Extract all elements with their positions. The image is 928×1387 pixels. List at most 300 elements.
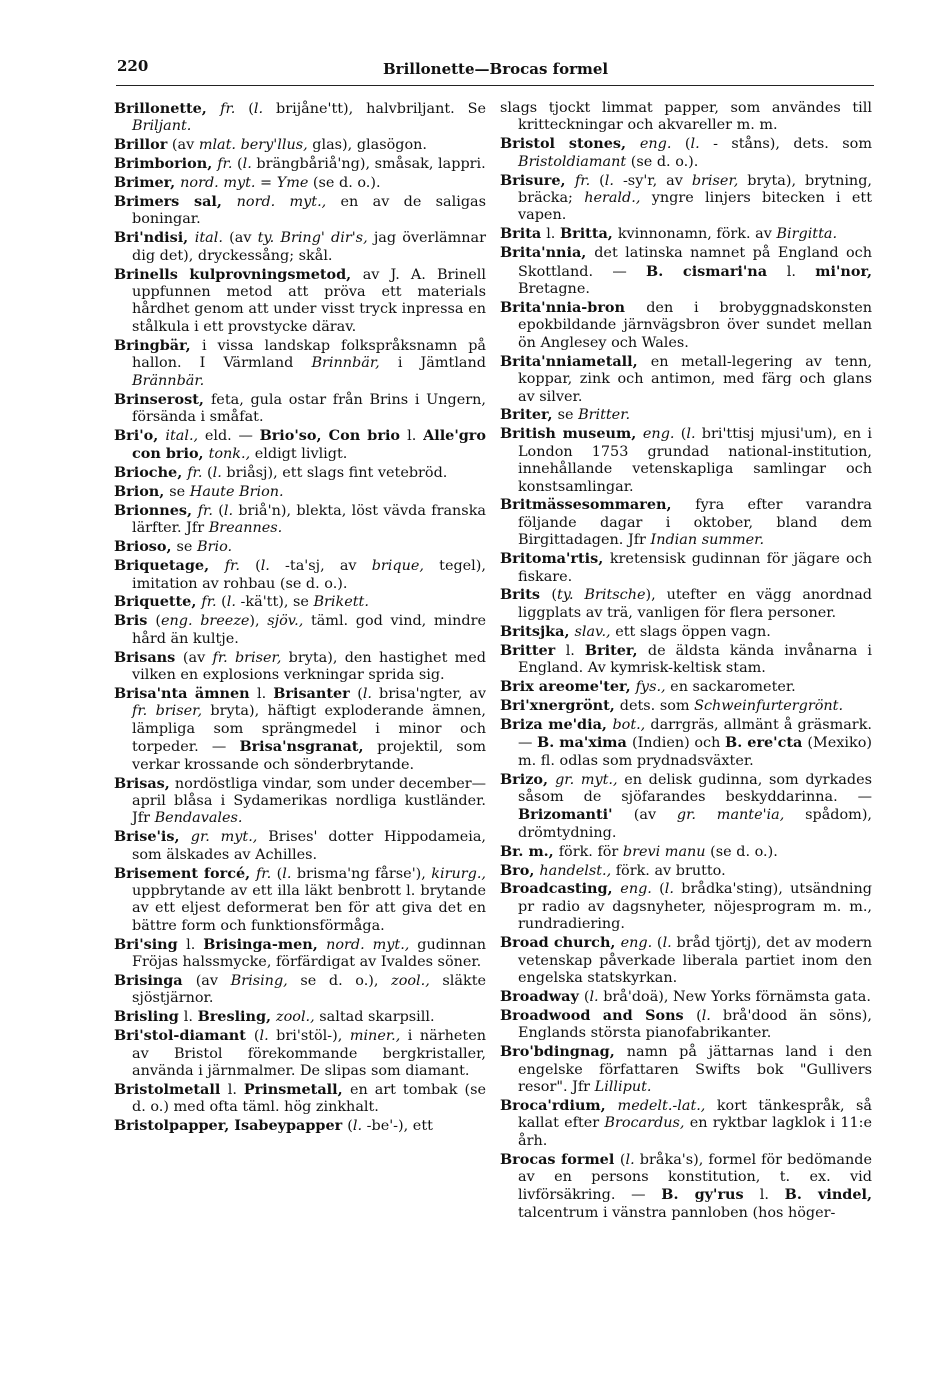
- entry-text: nordöstliga vindar, som under december—april blåsa i Sydamerikas nordliga kustländer. Jfr: [132, 775, 486, 827]
- entry-headword: Bristolpapper, Isabeypapper: [114, 1117, 348, 1135]
- dictionary-entry: [114, 936, 486, 972]
- entry-italic: Birgitta.: [776, 226, 838, 243]
- entry-text: (: [253, 1028, 260, 1045]
- entry-italic: ty. Britsche: [556, 587, 646, 604]
- entry-text: brå'dood än söns), Englands största pianofabrikanter.: [518, 1007, 872, 1042]
- entry-headword: Brita'nnia-bron: [500, 298, 647, 316]
- entry-text: brängbåriå'ng), småsak, lappri.: [251, 156, 486, 173]
- entry-text: den i brobyggnadskonsten epokbildande järnvägsbron över sundet mellan ön Anglesey och Wales.: [518, 299, 872, 351]
- entry-text: (: [619, 1151, 626, 1168]
- entry-headword: Brisas,: [114, 774, 175, 792]
- dictionary-entry: [114, 337, 486, 390]
- entry-headword: Brimborion,: [114, 155, 218, 173]
- dictionary-entry: [114, 1081, 486, 1117]
- dictionary-entry: [114, 649, 486, 685]
- dictionary-entry: [114, 775, 486, 828]
- entry-headword: Brimers sal,: [114, 193, 237, 211]
- entry-text: l.: [227, 1081, 244, 1098]
- entry-headword: Broadway: [500, 987, 584, 1005]
- entry-headword: Bresling,: [197, 1008, 277, 1026]
- entry-text: bri'stöl-),: [268, 1028, 350, 1045]
- entry-italic: fr.: [197, 502, 213, 519]
- entry-italic: Brännbär.: [132, 372, 205, 389]
- entry-headword: Bri'ndisi,: [114, 229, 195, 247]
- entry-italic: Haute Brion.: [189, 484, 284, 501]
- entry-text: Brises' dotter Hippodameia, som älskades av Achilles.: [132, 829, 486, 863]
- entry-headword: Brita'nniametall,: [500, 352, 651, 370]
- entry-text: l.: [257, 686, 274, 702]
- entry-italic: fr. briser,: [132, 703, 203, 720]
- entry-text: l.: [786, 263, 816, 280]
- entry-text: gudinnan Fröjas halssmycke, förfärdigat av Ivaldes söner.: [132, 936, 486, 971]
- entry-headword: Brisa'nsgranat,: [239, 738, 378, 756]
- entry-headword: Briza me'dia,: [500, 715, 613, 733]
- entry-italic: Brio.: [197, 539, 233, 556]
- entry-italic: brique,: [371, 558, 424, 575]
- dictionary-entry: [500, 135, 872, 171]
- entry-text: brisma'ng fårse'),: [291, 865, 432, 882]
- entry-text: -kä'tt), se: [235, 594, 314, 611]
- dictionary-entry: [500, 1043, 872, 1096]
- entry-text: Bretagne.: [518, 281, 590, 298]
- dictionary-entry: [500, 172, 872, 225]
- entry-text: en ryktbar lagklok i 11:e årh.: [518, 1115, 872, 1149]
- entry-italic: brevi manu: [622, 843, 706, 860]
- dictionary-entry: [500, 586, 872, 622]
- entry-text: (av: [222, 230, 258, 247]
- entry-text: saltad skarpsill.: [314, 1009, 435, 1026]
- entry-headword: Bri'o,: [114, 426, 166, 444]
- entry-headword: B. ma'xima: [537, 734, 632, 752]
- entry-headword: Britta,: [559, 225, 618, 243]
- entry-text: l.: [546, 226, 560, 243]
- dictionary-entry: [114, 1008, 486, 1026]
- dictionary-entry: [114, 538, 486, 556]
- entry-text: se: [169, 484, 190, 501]
- entry-headword: Britmässesommaren,: [500, 496, 696, 514]
- entry-headword: Britoma'rtis,: [500, 550, 610, 568]
- entry-italic: Brinnbär,: [311, 355, 380, 372]
- entry-text: (: [590, 172, 605, 189]
- entry-text: l.: [186, 936, 204, 953]
- entry-text: -sy'r, av: [613, 172, 692, 189]
- entry-text: (av: [182, 649, 213, 666]
- entry-headword: mi'nor,: [815, 262, 872, 280]
- entry-headword: Brio'so, Con brio: [259, 426, 408, 444]
- dictionary-entry: [500, 1097, 872, 1150]
- entry-text: briå'n), blekta, löst vävda franska lärfter. Jfr: [132, 502, 486, 537]
- dictionary-entry: [500, 843, 872, 861]
- entry-headword: Bri'stol-diamant: [114, 1027, 254, 1045]
- entry-italic: ty. Bring' dir's,: [257, 230, 368, 247]
- entry-text: förk. av brutto.: [611, 862, 726, 879]
- entry-italic: Lilliput.: [594, 1078, 652, 1095]
- running-head: Brillonette—Brocas formel: [383, 60, 609, 78]
- entry-headword: Brisure,: [500, 171, 575, 189]
- dictionary-entry: [500, 1151, 872, 1223]
- entry-italic: l.: [664, 881, 674, 898]
- left-column: [114, 100, 486, 1136]
- entry-headword: Brita'nnia,: [500, 244, 595, 262]
- entry-text: kort tänkespråk, så kallat efter: [518, 1097, 872, 1132]
- entry-text: förk. för: [558, 843, 623, 860]
- entry-headword: Brimer,: [114, 174, 181, 192]
- entry-italic: herald.,: [584, 190, 641, 207]
- dictionary-entry: [114, 972, 486, 1008]
- entry-text: (: [652, 935, 663, 952]
- entry-italic: zool.,: [391, 973, 430, 989]
- entry-text: (: [651, 881, 665, 898]
- entry-text: slags tjockt limmat papper, som användes till kritteckningar och akvareller m. m.: [500, 100, 872, 134]
- dictionary-entry: [500, 353, 872, 406]
- entry-italic: Briljant.: [132, 118, 192, 135]
- entry-italic: Bristoldiamant: [518, 153, 627, 170]
- entry-headword: Brits: [500, 586, 552, 604]
- entry-italic: gr. myt.,: [555, 771, 618, 788]
- dictionary-entry: [500, 880, 872, 933]
- entry-text: (: [696, 1007, 702, 1024]
- entry-headword: Brizomanti': [518, 806, 634, 824]
- entry-headword: Brioso,: [114, 538, 177, 556]
- entry-text: kvinnonamn, förk. av: [617, 226, 777, 243]
- entry-text: talcentrum i vänstra pannloben (hos höger-: [518, 1204, 836, 1221]
- entry-text: spådom), drömtydning.: [518, 807, 873, 841]
- entry-headword: Brizo,: [500, 770, 556, 788]
- entry-text: (: [155, 613, 161, 630]
- entry-text: (: [347, 1118, 353, 1135]
- entry-text: brå'doä), New Yorks förnämsta gata.: [598, 988, 871, 1005]
- entry-headword: Brisinga-men,: [203, 935, 327, 953]
- entry-italic: Indian summer.: [650, 532, 765, 549]
- dictionary-entry: [500, 100, 872, 135]
- entry-italic: fr.: [217, 156, 233, 173]
- entry-italic: fr.: [255, 865, 272, 882]
- entry-text: =: [255, 175, 277, 192]
- entry-text: (: [202, 465, 213, 482]
- entry-headword: Brisement forcé,: [114, 864, 256, 882]
- entry-headword: Br. m.,: [500, 842, 559, 860]
- entry-headword: Britter: [500, 641, 566, 659]
- entry-italic: eng.: [639, 136, 672, 153]
- entry-text: (: [271, 865, 283, 882]
- entry-headword: Brion,: [114, 483, 170, 501]
- entry-text: se: [557, 407, 579, 424]
- entry-text: en art tombak (se d. o.) med ofta täml. hög zinkhalt.: [132, 1081, 486, 1116]
- entry-italic: l.: [625, 1151, 635, 1168]
- entry-headword: Brioche,: [114, 464, 188, 482]
- dictionary-entry: [114, 136, 486, 154]
- dictionary-entry: [500, 550, 872, 586]
- entry-text: (: [674, 426, 687, 443]
- entry-text: släkte sjöstjärnor.: [132, 973, 486, 1007]
- dictionary-entry: [114, 865, 486, 936]
- entry-italic: medelt.-lat.,: [617, 1097, 706, 1114]
- dictionary-entry: [114, 502, 486, 538]
- dictionary-entry: [114, 174, 486, 192]
- entry-italic: Bendavales.: [154, 810, 243, 827]
- entry-italic: fr.: [201, 594, 217, 611]
- entry-italic: Breannes.: [208, 520, 283, 537]
- entry-headword: Briter,: [584, 641, 648, 659]
- dictionary-entry: [500, 988, 872, 1006]
- entry-italic: sjöv.,: [267, 613, 304, 630]
- entry-italic: l.: [226, 594, 236, 611]
- dictionary-entry: [500, 934, 872, 987]
- entry-headword: Briquette,: [114, 593, 202, 611]
- entry-text: bryta), brytning, bräcka;: [518, 172, 872, 207]
- entry-headword: Broad church,: [500, 934, 621, 952]
- dictionary-entry: [114, 1027, 486, 1080]
- entry-headword: Brionnes,: [114, 501, 198, 519]
- entry-text: ),: [249, 613, 268, 630]
- entry-headword: Brinells kulprovningsmetod,: [114, 265, 363, 283]
- entry-italic: eng.: [642, 426, 675, 443]
- entry-headword: Broadwood and Sons: [500, 1006, 697, 1024]
- dictionary-entry: [500, 299, 872, 352]
- dictionary-entry: [114, 685, 486, 774]
- dictionary-entry: [114, 100, 486, 136]
- entry-headword: British museum,: [500, 425, 643, 443]
- dictionary-entry: [114, 193, 486, 229]
- entry-text: (av: [195, 973, 231, 989]
- entry-text: i närheten av Bristol förekommande bergkristaller, använda i järnmalmer. De slipas som diamant.: [132, 1028, 486, 1080]
- entry-text: (: [212, 502, 224, 519]
- entry-headword: Brisans: [114, 648, 183, 666]
- entry-text: se d. o.),: [287, 973, 392, 989]
- entry-headword: B. cismari'na: [646, 262, 787, 280]
- entry-headword: Bri'xnergrönt,: [500, 696, 620, 714]
- entry-text: fyra efter varandra följande dagar i oktober, bland dem Birgittadagen. Jfr: [518, 497, 872, 549]
- entry-text: täml. god vind, mindre hård än kultje.: [132, 613, 486, 647]
- entry-text: en av de saligas boningar.: [132, 194, 486, 228]
- entry-text: i vissa landskap folkspråksnamn på hallon. I Värmland: [132, 337, 486, 372]
- entry-text: en delisk gudinna, som dyrkades såsom de sjöfarandes beskyddarinna. —: [518, 771, 872, 805]
- entry-headword: Briquetage,: [114, 557, 225, 575]
- entry-italic: fr.: [224, 558, 240, 575]
- dictionary-entry: [500, 496, 872, 549]
- entry-headword: Brisling: [114, 1008, 184, 1026]
- entry-italic: fr.: [574, 172, 591, 189]
- dictionary-entry: [500, 716, 872, 770]
- dictionary-entry: [114, 464, 486, 482]
- entry-text: darrgräs, allmänt å gräsmark. —: [518, 716, 872, 752]
- entry-headword: Alle'gro con brio,: [132, 426, 486, 463]
- entry-italic: l.: [282, 865, 292, 882]
- entry-italic: eng. breeze: [161, 613, 250, 630]
- entry-italic: kirurg.,: [431, 865, 486, 882]
- entry-text: brisa'ngter, av: [372, 686, 487, 702]
- dictionary-entry: [500, 425, 872, 496]
- entry-text: eldigt livligt.: [250, 446, 348, 463]
- entry-italic: l.: [260, 558, 270, 575]
- entry-text: bråd tjörtj), det av modern vetenskap påverkade liberala partiet inom den engelska statskyrkan.: [518, 935, 872, 986]
- entry-italic: nord. myt.: [180, 175, 256, 192]
- page-number: 220: [117, 57, 149, 75]
- dictionary-entry: [500, 771, 872, 843]
- entry-italic: gr. mante'ia,: [676, 807, 785, 824]
- entry-italic: fr.: [220, 101, 236, 117]
- dictionary-entry: [500, 678, 872, 696]
- entry-italic: briser,: [691, 172, 739, 189]
- entry-italic: zool.,: [276, 1009, 315, 1026]
- entry-italic: l.: [352, 1118, 363, 1135]
- entry-headword: Brita: [500, 225, 547, 243]
- entry-italic: handelst.,: [539, 862, 612, 879]
- entry-text: (: [583, 988, 590, 1005]
- dictionary-entry: [500, 642, 872, 678]
- entry-text: en sackarometer.: [665, 679, 796, 695]
- entry-text: eld. —: [198, 427, 260, 444]
- entry-italic: Brising,: [230, 973, 288, 989]
- dictionary-entry: [500, 244, 872, 298]
- entry-text: jag överlämnar dig det), dryckessång; skål.: [132, 230, 486, 264]
- entry-text: en metall-legering av tenn, koppar, zink och antimon, med färg och glans av silver.: [518, 353, 872, 405]
- entry-headword: Broadcasting,: [500, 880, 621, 898]
- entry-text: - ståns), dets. som: [699, 136, 872, 153]
- entry-text: kretensisk gudinnan för jägare och fiskare.: [518, 551, 873, 585]
- dictionary-entry: [114, 612, 486, 648]
- entry-text: feta, gula ostar från Brins i Ungern, försända i småfat.: [132, 391, 486, 425]
- entry-headword: Brillor: [114, 136, 168, 154]
- entry-text: brådka'sting), utsändning pr radio av dagsnyheter, nöjesprogram m. m., rundradiering.: [518, 881, 872, 933]
- entry-italic: l.: [701, 1007, 711, 1024]
- entry-text: (: [216, 594, 227, 611]
- entry-headword: Bristol stones,: [500, 135, 640, 153]
- entry-text: (: [239, 558, 261, 575]
- right-column: [500, 100, 872, 1223]
- entry-text: det latinska namnet på England och Skottland. —: [518, 245, 873, 280]
- entry-italic: tonk.,: [208, 446, 251, 463]
- entry-text: (av: [167, 137, 199, 154]
- entry-text: (: [551, 587, 557, 604]
- entry-text: ), utefter en vägg anordnad liggplats av trä, vanligen för flera personer.: [518, 587, 872, 621]
- entry-italic: l.: [223, 502, 234, 519]
- entry-italic: l.: [690, 136, 700, 153]
- entry-headword: Brise'is,: [114, 828, 191, 846]
- entry-italic: eng.: [620, 935, 653, 952]
- entry-text: (av: [633, 807, 677, 824]
- entry-italic: Yme: [276, 175, 309, 192]
- entry-headword: Britsjka,: [500, 622, 575, 640]
- entry-headword: Bringbär,: [114, 336, 203, 354]
- entry-headword: Brisinga: [114, 972, 196, 989]
- entry-italic: l.: [362, 686, 372, 702]
- entry-headword: B. gy'rus: [661, 1186, 760, 1204]
- entry-text: i Jämtland: [379, 355, 486, 372]
- dictionary-entry: [500, 406, 872, 424]
- dictionary-entry: [114, 483, 486, 501]
- entry-headword: Bri'sing: [114, 935, 187, 953]
- entry-text: bryta), den hastighet med vilken en explosions verkningar sprida sig.: [132, 649, 486, 684]
- entry-italic: eng.: [620, 881, 652, 898]
- dictionary-entry: [500, 225, 872, 243]
- dictionary-entry: [114, 155, 486, 173]
- entry-text: (Indien) och: [631, 735, 726, 752]
- entry-italic: Schweinfurtergrönt.: [694, 697, 844, 714]
- entry-italic: l.: [589, 988, 599, 1005]
- entry-italic: fr. briser,: [212, 649, 282, 666]
- dictionary-entry: [114, 1117, 486, 1135]
- entry-italic: l.: [604, 172, 614, 189]
- entry-text: briåsj), ett slags fint vetebröd.: [221, 465, 448, 482]
- entry-text: tegel), imitation av rohbau (se d. o.).: [132, 558, 486, 592]
- entry-italic: nord. myt.,: [326, 936, 410, 953]
- entry-italic: mlat. bery'llus,: [198, 137, 308, 154]
- entry-text: dets. som: [619, 697, 695, 714]
- entry-text: l.: [407, 427, 424, 444]
- dictionary-entry: [114, 593, 486, 611]
- entry-italic: fr.: [187, 465, 203, 482]
- entry-text: uppbrytande av ett illa läkt benbrott l. brytande av ett eljest deformerat ben för att giva det en bättre form och funktionsförmåga.: [132, 882, 486, 934]
- entry-italic: l.: [259, 1028, 269, 1045]
- entry-text: brijåne'tt), halvbriljant. Se: [263, 101, 486, 117]
- entry-headword: Brillonette,: [114, 100, 221, 117]
- dictionary-entry: [114, 266, 486, 337]
- entry-text: l.: [565, 642, 585, 659]
- entry-italic: Brocardus,: [604, 1115, 685, 1132]
- dictionary-entry: [114, 427, 486, 464]
- entry-headword: Broca'rdium,: [500, 1096, 618, 1114]
- entry-italic: l.: [662, 935, 672, 952]
- entry-headword: Brisanter: [273, 685, 358, 702]
- entry-headword: Prinsmetall,: [243, 1080, 350, 1098]
- dictionary-entry: [114, 557, 486, 593]
- entry-italic: Brikett.: [313, 594, 369, 611]
- entry-text: (: [232, 156, 243, 173]
- entry-headword: Brocas formel: [500, 1150, 620, 1168]
- dictionary-entry: [114, 391, 486, 427]
- entry-headword: Bro,: [500, 861, 540, 879]
- entry-italic: fys.,: [635, 679, 666, 695]
- dictionary-entry: [500, 1007, 872, 1043]
- entry-text: (se d. o.).: [308, 175, 381, 192]
- entry-headword: Bris: [114, 612, 156, 630]
- dictionary-entry: [500, 623, 872, 641]
- entry-text: (se d. o.).: [705, 843, 778, 860]
- entry-headword: B. vindel,: [784, 1186, 872, 1204]
- entry-italic: slav.,: [574, 623, 611, 640]
- entry-headword: Bro'bdingnag,: [500, 1043, 627, 1061]
- entry-text: bri'ttisj mjusi'um), en i London 1753 grundad national-institution, innehållande vetenskapliga samlingar och konstsamlingar.: [518, 426, 872, 495]
- entry-text: (: [357, 686, 363, 702]
- entry-text: (: [235, 101, 254, 117]
- entry-headword: Brinserost,: [114, 390, 211, 408]
- entry-text: ett slags öppen vagn.: [610, 623, 771, 640]
- entry-text: (Mexiko) m. fl. odlas som prydnadsväxter.: [518, 735, 873, 769]
- entry-italic: gr. myt.,: [190, 829, 258, 846]
- entry-text: l.: [183, 1009, 198, 1026]
- entry-headword: Brix areome'ter,: [500, 678, 636, 695]
- entry-text: de äldsta kända invånarna i England. Av kymrisk-keltisk stam.: [518, 642, 872, 677]
- entry-italic: nord. myt.,: [236, 194, 327, 211]
- entry-text: l.: [759, 1187, 785, 1204]
- entry-text: av J. A. Brinell uppfunnen metod att pröva ett materials hårdhet genom att under visst tryck inpressa en stålkula i ett provstycke därav.: [132, 266, 486, 335]
- dictionary-entry: [114, 828, 486, 864]
- entry-italic: l.: [686, 426, 696, 443]
- entry-text: namn på jättarnas land i den engelske författaren Swifts bok "Gullivers resor". Jfr: [518, 1044, 872, 1095]
- entry-italic: ital.: [194, 230, 223, 247]
- entry-text: yngre linjers bitecken i ett vapen.: [518, 190, 872, 224]
- entry-italic: l.: [212, 465, 222, 482]
- entry-italic: bot.,: [612, 716, 646, 733]
- entry-italic: Britter.: [578, 407, 631, 424]
- dictionary-entry: [500, 697, 872, 715]
- dictionary-entry: [500, 862, 872, 880]
- entry-headword: Brisa'nta ämnen: [114, 685, 258, 702]
- header-rule: [116, 85, 874, 86]
- entry-headword: Briter,: [500, 406, 558, 424]
- entry-italic: l.: [242, 156, 252, 173]
